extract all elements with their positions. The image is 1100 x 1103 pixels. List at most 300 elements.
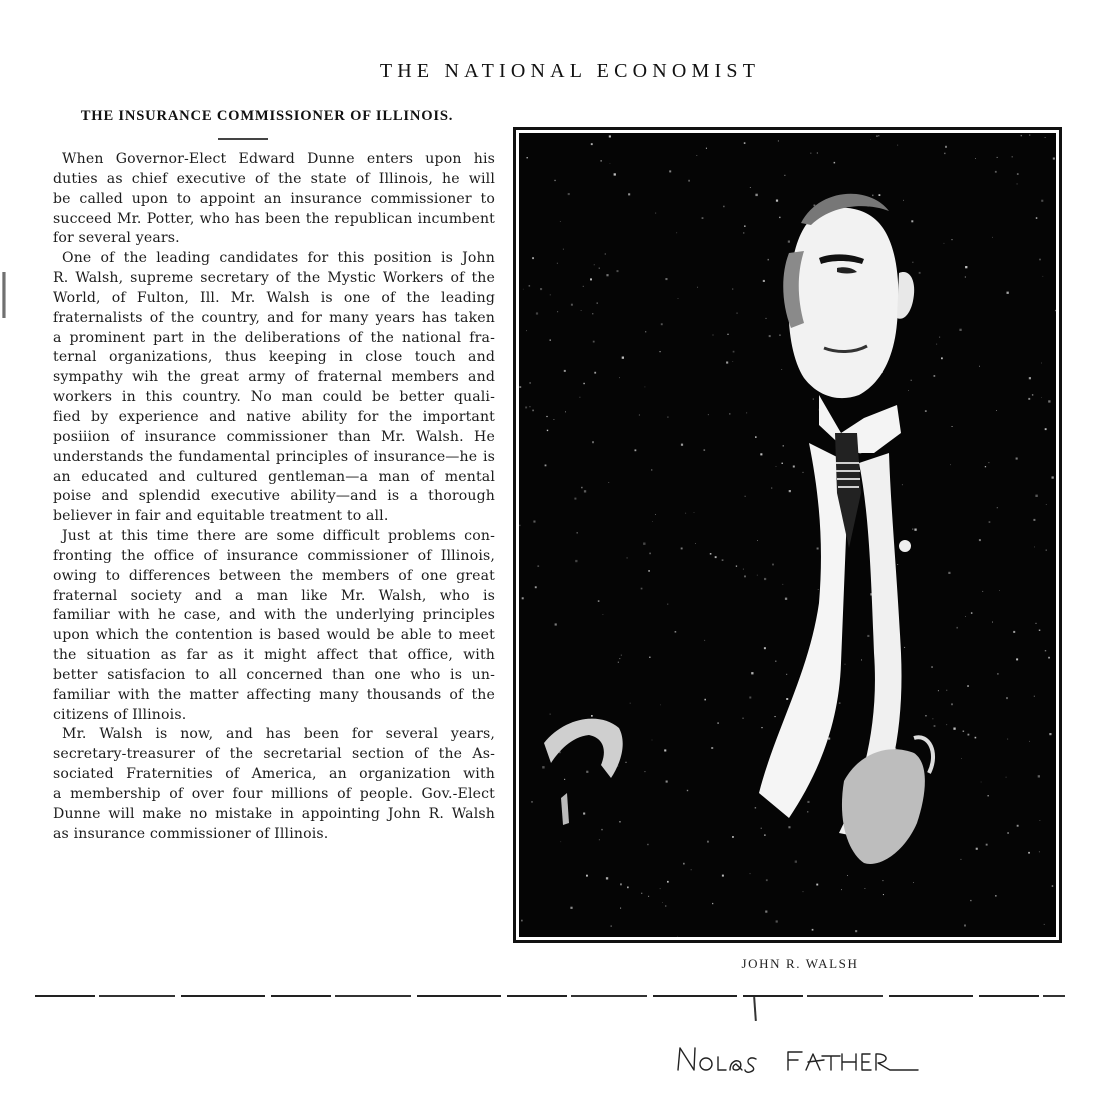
film-grain-speck	[652, 740, 653, 741]
film-grain-speck	[591, 143, 593, 145]
film-grain-speck	[704, 640, 705, 641]
pen-tick-mark	[753, 997, 757, 1021]
film-grain-speck	[897, 564, 898, 565]
film-grain-speck	[765, 911, 767, 913]
film-grain-speck	[527, 157, 528, 158]
film-grain-speck	[581, 487, 583, 489]
film-grain-speck	[913, 262, 914, 263]
film-grain-speck	[778, 141, 779, 142]
portrait-photo	[513, 127, 1062, 943]
film-grain-speck	[621, 655, 622, 656]
film-grain-speck	[726, 362, 728, 364]
article-line: succeed Mr. Potter, who has been the republican incumbent	[53, 210, 495, 227]
film-grain-speck	[550, 339, 552, 341]
film-grain-speck	[536, 312, 538, 314]
article-line: an educated and cultured gentleman—a man of mental	[53, 468, 495, 485]
film-grain-speck	[571, 304, 573, 306]
bottom-divider	[35, 995, 1065, 997]
film-grain-speck	[620, 883, 622, 885]
film-grain-speck	[788, 826, 790, 828]
article-line: the situation as far as it might affect that office, with	[53, 647, 495, 664]
film-grain-speck	[961, 758, 962, 759]
film-grain-speck	[605, 253, 606, 254]
film-grain-speck	[660, 351, 661, 352]
film-grain-speck	[687, 790, 688, 791]
film-grain-speck	[775, 716, 776, 717]
film-grain-speck	[713, 335, 714, 336]
film-grain-speck	[641, 893, 642, 894]
film-grain-speck	[841, 889, 842, 890]
film-grain-speck	[939, 337, 940, 338]
article-headline: THE INSURANCE COMMISSIONER OF ILLINOIS.	[80, 108, 454, 124]
film-grain-speck	[560, 221, 561, 222]
film-grain-speck	[946, 690, 947, 691]
film-grain-speck	[618, 662, 619, 663]
film-grain-speck	[712, 903, 713, 904]
film-grain-speck	[706, 148, 707, 149]
film-grain-speck	[697, 287, 698, 288]
film-grain-speck	[989, 521, 991, 523]
film-grain-speck	[1034, 547, 1035, 548]
film-grain-speck	[788, 241, 790, 243]
film-grain-speck	[1028, 398, 1030, 400]
film-grain-speck	[967, 685, 969, 687]
film-grain-speck	[645, 771, 646, 772]
film-grain-speck	[1039, 851, 1040, 852]
article-body	[53, 150, 495, 845]
article-line: Just at this time there are some difficult problems con-	[62, 528, 495, 545]
film-grain-speck	[992, 622, 993, 623]
film-grain-speck	[951, 703, 953, 705]
article-line: sympathy wih the great army of fraternal members and	[53, 369, 495, 386]
article-line: as insurance commissioner of Illinois.	[53, 825, 329, 842]
film-grain-speck	[764, 834, 766, 836]
film-grain-speck	[594, 264, 595, 265]
film-grain-speck	[766, 879, 768, 881]
film-grain-speck	[608, 482, 609, 483]
film-grain-speck	[599, 839, 600, 840]
article-line: Mr. Walsh is now, and has been for several years,	[62, 726, 495, 743]
film-grain-speck	[526, 330, 527, 331]
film-grain-speck	[912, 529, 913, 530]
film-grain-speck	[1049, 733, 1051, 735]
film-grain-speck	[627, 557, 628, 558]
film-grain-speck	[660, 705, 661, 706]
film-grain-speck	[681, 548, 683, 550]
film-grain-speck	[1006, 697, 1008, 699]
film-grain-speck	[902, 484, 903, 485]
film-grain-speck	[529, 382, 531, 384]
article-line: better satisfacion to all concerned than one who is un-	[53, 666, 495, 683]
article-line: secretary-treasurer of the secretarial section of the As-	[53, 746, 495, 763]
film-grain-speck	[648, 896, 649, 897]
film-grain-speck	[1048, 400, 1050, 402]
article-line: citizens of Illinois.	[53, 706, 187, 723]
film-grain-speck	[590, 278, 592, 280]
film-grain-speck	[667, 881, 669, 883]
film-grain-speck	[803, 472, 804, 473]
film-grain-speck	[786, 674, 787, 675]
film-grain-speck	[665, 278, 667, 280]
article-paragraph	[53, 527, 495, 725]
headline-divider	[218, 138, 268, 140]
film-grain-speck	[599, 268, 600, 269]
film-grain-speck	[763, 280, 765, 282]
film-grain-speck	[733, 361, 734, 362]
film-grain-speck	[781, 369, 782, 370]
film-grain-speck	[749, 697, 751, 699]
film-grain-speck	[565, 411, 566, 412]
film-grain-speck	[764, 647, 766, 649]
film-grain-speck	[550, 294, 551, 295]
film-grain-speck	[995, 171, 997, 173]
film-grain-speck	[965, 266, 967, 268]
film-grain-speck	[919, 272, 921, 274]
film-grain-speck	[622, 357, 624, 359]
film-grain-speck	[704, 449, 706, 451]
film-grain-speck	[1007, 832, 1009, 834]
film-grain-speck	[523, 289, 524, 290]
article-line: a prominent part in the deliberations of the national fra-	[53, 329, 495, 346]
film-grain-speck	[812, 929, 814, 931]
film-grain-speck	[729, 413, 730, 414]
film-grain-speck	[810, 153, 811, 154]
film-grain-speck	[975, 158, 976, 159]
film-grain-speck	[521, 920, 523, 922]
film-grain-speck	[665, 905, 666, 906]
film-grain-speck	[975, 737, 977, 739]
film-grain-speck	[818, 589, 819, 590]
film-grain-speck	[1007, 739, 1008, 740]
film-grain-speck	[766, 318, 767, 319]
film-grain-speck	[793, 466, 795, 468]
film-grain-speck	[872, 195, 874, 197]
film-grain-speck	[533, 521, 535, 523]
film-grain-speck	[519, 525, 520, 526]
film-grain-speck	[1036, 217, 1038, 219]
film-grain-speck	[581, 310, 582, 311]
film-grain-speck	[727, 334, 728, 335]
film-grain-speck	[1017, 184, 1018, 185]
film-grain-speck	[1052, 885, 1054, 887]
film-grain-speck	[952, 426, 953, 427]
film-grain-speck	[965, 276, 966, 277]
film-grain-speck	[743, 232, 744, 233]
film-grain-speck	[771, 487, 772, 488]
article-line: fraternal society and a man like Mr. Walsh, who is	[53, 587, 495, 604]
film-grain-speck	[828, 738, 830, 740]
film-grain-speck	[776, 920, 778, 922]
film-grain-speck	[697, 155, 698, 156]
film-grain-speck	[715, 556, 717, 558]
film-grain-speck	[580, 397, 581, 398]
film-grain-speck	[997, 157, 998, 158]
film-grain-speck	[586, 875, 588, 877]
film-grain-speck	[941, 357, 943, 359]
film-grain-speck	[744, 142, 746, 144]
film-grain-speck	[542, 766, 544, 768]
film-grain-speck	[764, 578, 766, 580]
film-grain-speck	[876, 135, 878, 137]
film-grain-speck	[861, 660, 862, 661]
film-grain-speck	[688, 180, 690, 182]
film-grain-speck	[667, 417, 668, 418]
article-line: duties as chief executive of the state of Illinois, he will	[53, 170, 495, 187]
film-grain-speck	[834, 162, 836, 164]
film-grain-speck	[965, 616, 966, 617]
film-grain-speck	[649, 657, 650, 658]
film-grain-speck	[816, 884, 818, 886]
film-grain-speck	[779, 335, 780, 336]
film-grain-speck	[757, 540, 758, 541]
article-line: owing to differences between the members of one great	[53, 567, 495, 584]
film-grain-speck	[985, 466, 986, 467]
film-grain-speck	[775, 661, 777, 663]
film-grain-speck	[883, 880, 884, 881]
film-grain-speck	[529, 285, 531, 287]
film-grain-speck	[879, 194, 881, 196]
film-grain-speck	[745, 496, 746, 497]
film-grain-speck	[532, 410, 534, 412]
film-grain-speck	[676, 232, 677, 233]
film-grain-speck	[964, 925, 966, 927]
portrait-image	[519, 133, 1056, 937]
film-grain-speck	[785, 598, 787, 600]
film-grain-speck	[931, 666, 933, 668]
film-grain-speck	[897, 145, 898, 146]
film-grain-speck	[1029, 741, 1030, 742]
film-grain-speck	[614, 173, 616, 175]
film-grain-speck	[570, 907, 572, 909]
film-grain-speck	[627, 887, 629, 889]
film-grain-speck	[618, 766, 619, 767]
film-grain-speck	[620, 908, 621, 909]
film-grain-speck	[865, 888, 866, 889]
film-grain-speck	[554, 180, 555, 181]
film-grain-speck	[557, 263, 558, 264]
film-grain-speck	[1046, 550, 1047, 551]
film-grain-speck	[586, 771, 588, 773]
film-grain-speck	[1016, 458, 1018, 460]
film-grain-speck	[981, 782, 982, 783]
film-grain-speck	[878, 135, 879, 136]
film-grain-speck	[547, 430, 548, 431]
film-grain-speck	[717, 722, 718, 723]
film-grain-speck	[594, 372, 596, 374]
masthead: THE NATIONAL ECONOMIST	[379, 60, 761, 82]
film-grain-speck	[776, 466, 777, 467]
film-grain-speck	[651, 469, 652, 470]
film-grain-speck	[628, 193, 630, 195]
film-grain-speck	[1038, 775, 1040, 777]
film-grain-speck	[784, 175, 785, 176]
film-grain-speck	[603, 614, 604, 615]
film-grain-speck	[707, 841, 709, 843]
film-grain-speck	[1041, 200, 1043, 202]
film-grain-speck	[813, 399, 814, 400]
film-grain-speck	[555, 623, 557, 625]
film-grain-speck	[1055, 310, 1056, 311]
film-grain-speck	[591, 715, 593, 717]
film-grain-speck	[635, 449, 637, 451]
film-grain-speck	[522, 597, 524, 599]
film-grain-speck	[855, 930, 857, 932]
film-grain-speck	[961, 859, 962, 860]
film-grain-speck	[803, 891, 804, 892]
film-grain-speck	[938, 690, 939, 691]
film-grain-speck	[950, 464, 951, 465]
film-grain-speck	[736, 313, 737, 314]
film-grain-speck	[742, 718, 743, 719]
film-grain-speck	[1012, 156, 1013, 157]
article-line: R. Walsh, supreme secretary of the Mystic Workers of the	[53, 270, 495, 287]
film-grain-speck	[600, 160, 602, 162]
film-grain-speck	[751, 672, 753, 674]
film-grain-speck	[755, 807, 756, 808]
film-grain-speck	[702, 217, 704, 219]
film-grain-speck	[1045, 137, 1046, 138]
film-grain-speck	[908, 390, 909, 391]
film-grain-speck	[722, 875, 724, 877]
film-grain-speck	[519, 386, 521, 388]
article-paragraph	[53, 249, 495, 527]
article-line: poise and splendid executive ability—and is a thorough	[53, 488, 495, 505]
film-grain-speck	[1045, 428, 1047, 430]
film-grain-speck	[904, 647, 905, 648]
film-grain-speck	[1044, 924, 1045, 925]
film-grain-speck	[639, 415, 640, 416]
film-grain-speck	[786, 698, 788, 700]
article-line: familiar with the matter affecting many thousands of the	[53, 686, 495, 703]
film-grain-speck	[584, 490, 586, 492]
film-grain-speck	[606, 274, 608, 276]
film-grain-speck	[986, 844, 988, 846]
film-grain-speck	[643, 543, 645, 545]
film-grain-speck	[1029, 377, 1031, 379]
film-grain-speck	[772, 564, 774, 566]
film-grain-speck	[1048, 657, 1050, 659]
film-grain-speck	[655, 514, 656, 515]
article-line: be called upon to appoint an insurance commissioner to	[53, 190, 495, 207]
film-grain-speck	[1017, 173, 1019, 175]
film-grain-speck	[1028, 852, 1030, 854]
article-line: ternal organizations, thus keeping in close touch and	[53, 349, 495, 366]
article-line: One of the leading candidates for this position is John	[62, 250, 495, 267]
film-grain-speck	[911, 380, 912, 381]
film-grain-speck	[683, 863, 685, 865]
film-grain-speck	[577, 532, 578, 533]
film-grain-speck	[847, 875, 848, 876]
film-grain-speck	[932, 718, 933, 719]
film-grain-speck	[677, 936, 678, 937]
film-grain-speck	[550, 714, 551, 715]
film-grain-speck	[660, 888, 661, 889]
film-grain-speck	[782, 463, 783, 464]
film-grain-speck	[583, 383, 584, 384]
film-grain-speck	[610, 163, 611, 164]
film-grain-speck	[760, 453, 762, 455]
article-line: a membership of over four millions of people. Gov.-Elect	[53, 786, 495, 802]
article-line: believer in fair and equitable treatment to all.	[53, 508, 389, 525]
film-grain-speck	[648, 570, 650, 572]
article-line: posiiion of insurance commissioner than Mr. Walsh. He	[53, 428, 495, 445]
film-grain-speck	[711, 747, 713, 749]
film-grain-speck	[641, 588, 643, 590]
film-grain-speck	[732, 836, 734, 838]
film-grain-speck	[934, 375, 936, 377]
film-grain-speck	[722, 559, 724, 561]
film-grain-speck	[530, 406, 531, 407]
film-grain-speck	[913, 882, 914, 883]
article-line: World, of Fulton, Ill. Mr. Walsh is one of the leading	[53, 289, 495, 306]
film-grain-speck	[1034, 696, 1035, 697]
film-grain-speck	[694, 512, 695, 513]
film-grain-speck	[723, 206, 725, 208]
film-grain-speck	[992, 237, 993, 238]
film-grain-speck	[761, 727, 762, 728]
film-grain-speck	[662, 902, 663, 903]
film-grain-speck	[1041, 363, 1042, 364]
film-grain-speck	[936, 344, 937, 345]
film-grain-speck	[667, 604, 668, 605]
film-grain-speck	[769, 335, 771, 337]
film-grain-speck	[1033, 519, 1035, 521]
film-grain-speck	[593, 341, 595, 343]
film-grain-speck	[619, 377, 620, 378]
film-grain-speck	[626, 762, 627, 763]
film-grain-speck	[540, 288, 542, 290]
film-grain-speck	[995, 895, 996, 896]
film-grain-speck	[1035, 495, 1037, 497]
film-grain-speck	[597, 302, 599, 304]
film-grain-speck	[953, 728, 955, 730]
film-grain-speck	[564, 779, 565, 780]
film-grain-speck	[945, 146, 947, 148]
film-grain-speck	[708, 414, 709, 415]
film-grain-speck	[996, 410, 997, 411]
film-grain-speck	[675, 631, 677, 633]
film-grain-speck	[743, 569, 744, 570]
film-grain-speck	[982, 591, 983, 592]
film-grain-speck	[695, 543, 696, 544]
article-line: sociated Fraternities of America, an organization with	[53, 766, 495, 783]
film-grain-speck	[997, 673, 998, 674]
film-grain-speck	[755, 194, 757, 196]
article-paragraph	[53, 725, 495, 844]
film-grain-speck	[563, 249, 564, 250]
film-grain-speck	[619, 658, 620, 659]
film-grain-speck	[789, 490, 791, 492]
film-grain-speck	[537, 565, 539, 567]
film-grain-speck	[691, 869, 692, 870]
film-grain-speck	[959, 329, 961, 331]
film-grain-speck	[914, 529, 916, 531]
film-grain-speck	[1013, 631, 1015, 633]
film-grain-speck	[1045, 650, 1046, 651]
film-grain-speck	[560, 841, 561, 842]
film-grain-speck	[971, 612, 973, 614]
film-grain-speck	[619, 821, 621, 823]
film-grain-speck	[968, 734, 970, 736]
film-grain-speck	[817, 152, 818, 153]
article-line: familiar with he case, and with the underlying principles	[53, 607, 495, 624]
film-grain-speck	[883, 894, 884, 895]
film-grain-speck	[1032, 394, 1033, 395]
film-grain-speck	[976, 848, 978, 850]
article-line: When Governor-Elect Edward Dunne enters upon his	[62, 151, 495, 167]
film-grain-speck	[795, 861, 797, 863]
film-grain-speck	[553, 419, 554, 420]
